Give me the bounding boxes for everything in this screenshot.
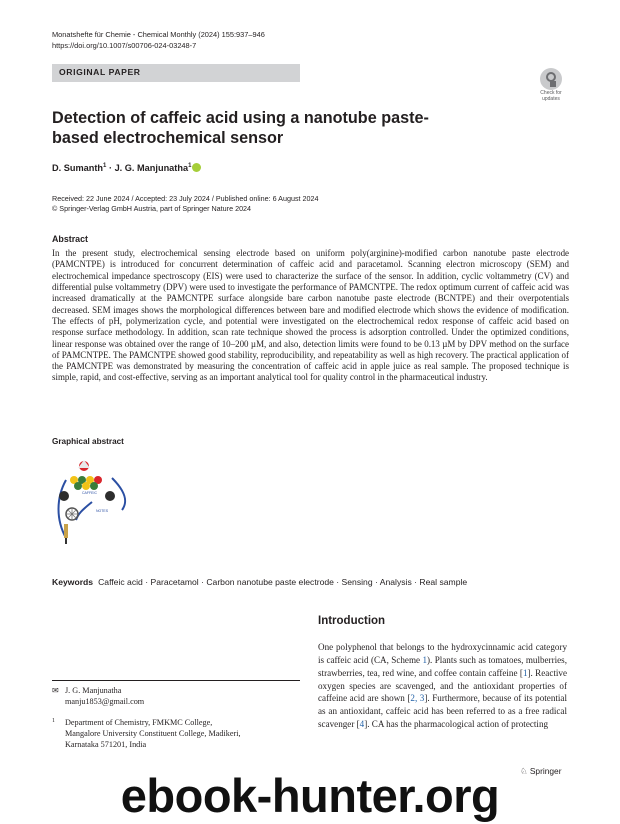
ga-label-notes: NOTES bbox=[96, 509, 109, 513]
keywords-list: Caffeic acid · Paracetamol · Carbon nanotube paste electrode · Sensing · Analysis · Real sample bbox=[98, 577, 468, 587]
journal-header bbox=[52, 29, 265, 51]
scheme-ref[interactable]: 1 bbox=[422, 654, 427, 665]
section-label: ORIGINAL PAPER bbox=[59, 67, 141, 77]
doi-link[interactable]: https://doi.org/10.1007/s00706-024-03248-7 bbox=[52, 41, 197, 50]
publication-dates bbox=[52, 194, 319, 215]
citation-link[interactable]: 2, 3 bbox=[410, 693, 425, 704]
contact-email[interactable]: manju1853@gmail.com bbox=[65, 697, 145, 706]
journal-citation: Monatshefte für Chemie - Chemical Monthly (2024) 155:937–946 bbox=[52, 30, 265, 39]
abstract-heading: Abstract bbox=[52, 234, 89, 244]
orcid-icon[interactable] bbox=[192, 163, 201, 172]
keywords-heading: Keywords bbox=[52, 577, 94, 587]
corresponding-author bbox=[52, 685, 144, 707]
abstract-text: In the present study, electrochemical sensing electrode based on uniform poly(arginine)-modified carbon nanotube paste electrode (PAMCNTPE) is introduced for concurrent determination of caffeic acid and paracetamol. Scanning electron microscopy (SEM) and electrochemical impedance spectroscopy (EIS) were used to characterize the surface of the sensor. In addition, cyclic voltammetry (CV) and differential pulse voltammetry (DPV) were used to investigate the performance of PAMCNTPE. The redox optimum current of caffeic acid was increased dramatically at the PAMCNTPE surface alongside bare carbon nanotube paste electrode (BCNTPE) and their overpotentials decreased. SEM images shows the morphological differences between bare and modified electrode which shows the evidence of modification. The effects of pH, polymerization cycle, and potential were investigated on the electrochemical redox response of caffeic acid based on response surface methodology. In addition, scan rate technique showed the process is adsorption controlled. Under the optimized conditions, linear response was obtained over the range of 10–200 µM, and also, detection limits were found to be 0.13 µM by DPV method on the surface of PAMCNTPE. The PAMCNTPE showed good stability, reproducibility, and repeatability as well as high recovery. The practical application of the PAMCNTPE was demonstrated by measuring the concentration of caffeic acid in apple juice as real sample. The proposed technique is simple, rapid, and cost-effective, serving as an important analytical tool for quality control in the pharmaceutical industry. bbox=[52, 248, 569, 383]
affiliation: 1 Department of Chemistry, FMKMC College, Mangalore University Constituent College, Madikeri, Karnataka 571201, India bbox=[52, 718, 241, 749]
contact-name: J. G. Manjunatha bbox=[65, 686, 122, 695]
dates-line: Received: 22 June 2024 / Accepted: 23 July 2024 / Published online: 6 August 2024 bbox=[52, 194, 319, 203]
footnote-divider bbox=[52, 680, 300, 681]
author-list: D. Sumanth$^1$ · J. G. Manjunatha$^1$ bbox=[52, 163, 201, 173]
section-band bbox=[52, 64, 300, 82]
affiliation-number: 1 bbox=[52, 718, 55, 724]
keywords-line bbox=[52, 577, 467, 587]
watermark: ebook-hunter.org bbox=[120, 769, 500, 822]
introduction-text: One polyphenol that belongs to the hydroxycinnamic acid category is caffeic acid (CA, Scheme 1). Plants such as tomatoes, mulberries, strawberries, tea, red wine, and coffee contain caffeine [1]. Reactive oxygen species are scavenged, and the antioxidant properties of caffeine acid are shown [2, 3]. Furthermore, because of its potential as an antioxidant, caffeic acid has been referred to as a free radical scavenger [4]. CA has the pharmacological action of protecting bbox=[318, 642, 567, 730]
ga-label-caffeic: CAFFEIC bbox=[82, 491, 97, 495]
check-for-updates-badge[interactable]: Check for updates bbox=[535, 68, 567, 100]
author-1[interactable]: D. Sumanth bbox=[52, 163, 104, 174]
citation-link[interactable]: 4 bbox=[359, 719, 365, 730]
citation-link[interactable]: 1 bbox=[522, 667, 528, 678]
introduction-heading: Introduction bbox=[318, 615, 386, 627]
springer-logo: ♘ Springer bbox=[520, 766, 562, 776]
graphical-abstract-heading: Graphical abstract bbox=[52, 437, 124, 446]
springer-horse-icon: ♘ bbox=[520, 766, 528, 776]
envelope-icon: ✉ bbox=[52, 686, 59, 695]
paper-title: Detection of caffeic acid using a nanotube paste-based electrochemical sensor bbox=[52, 109, 429, 147]
graphical-abstract-image[interactable] bbox=[52, 458, 137, 550]
check-updates-icon bbox=[540, 68, 562, 90]
author-2[interactable]: J. G. Manjunatha bbox=[114, 163, 189, 174]
copyright-line: © Springer-Verlag GmbH Austria, part of Springer Nature 2024 bbox=[52, 204, 252, 214]
